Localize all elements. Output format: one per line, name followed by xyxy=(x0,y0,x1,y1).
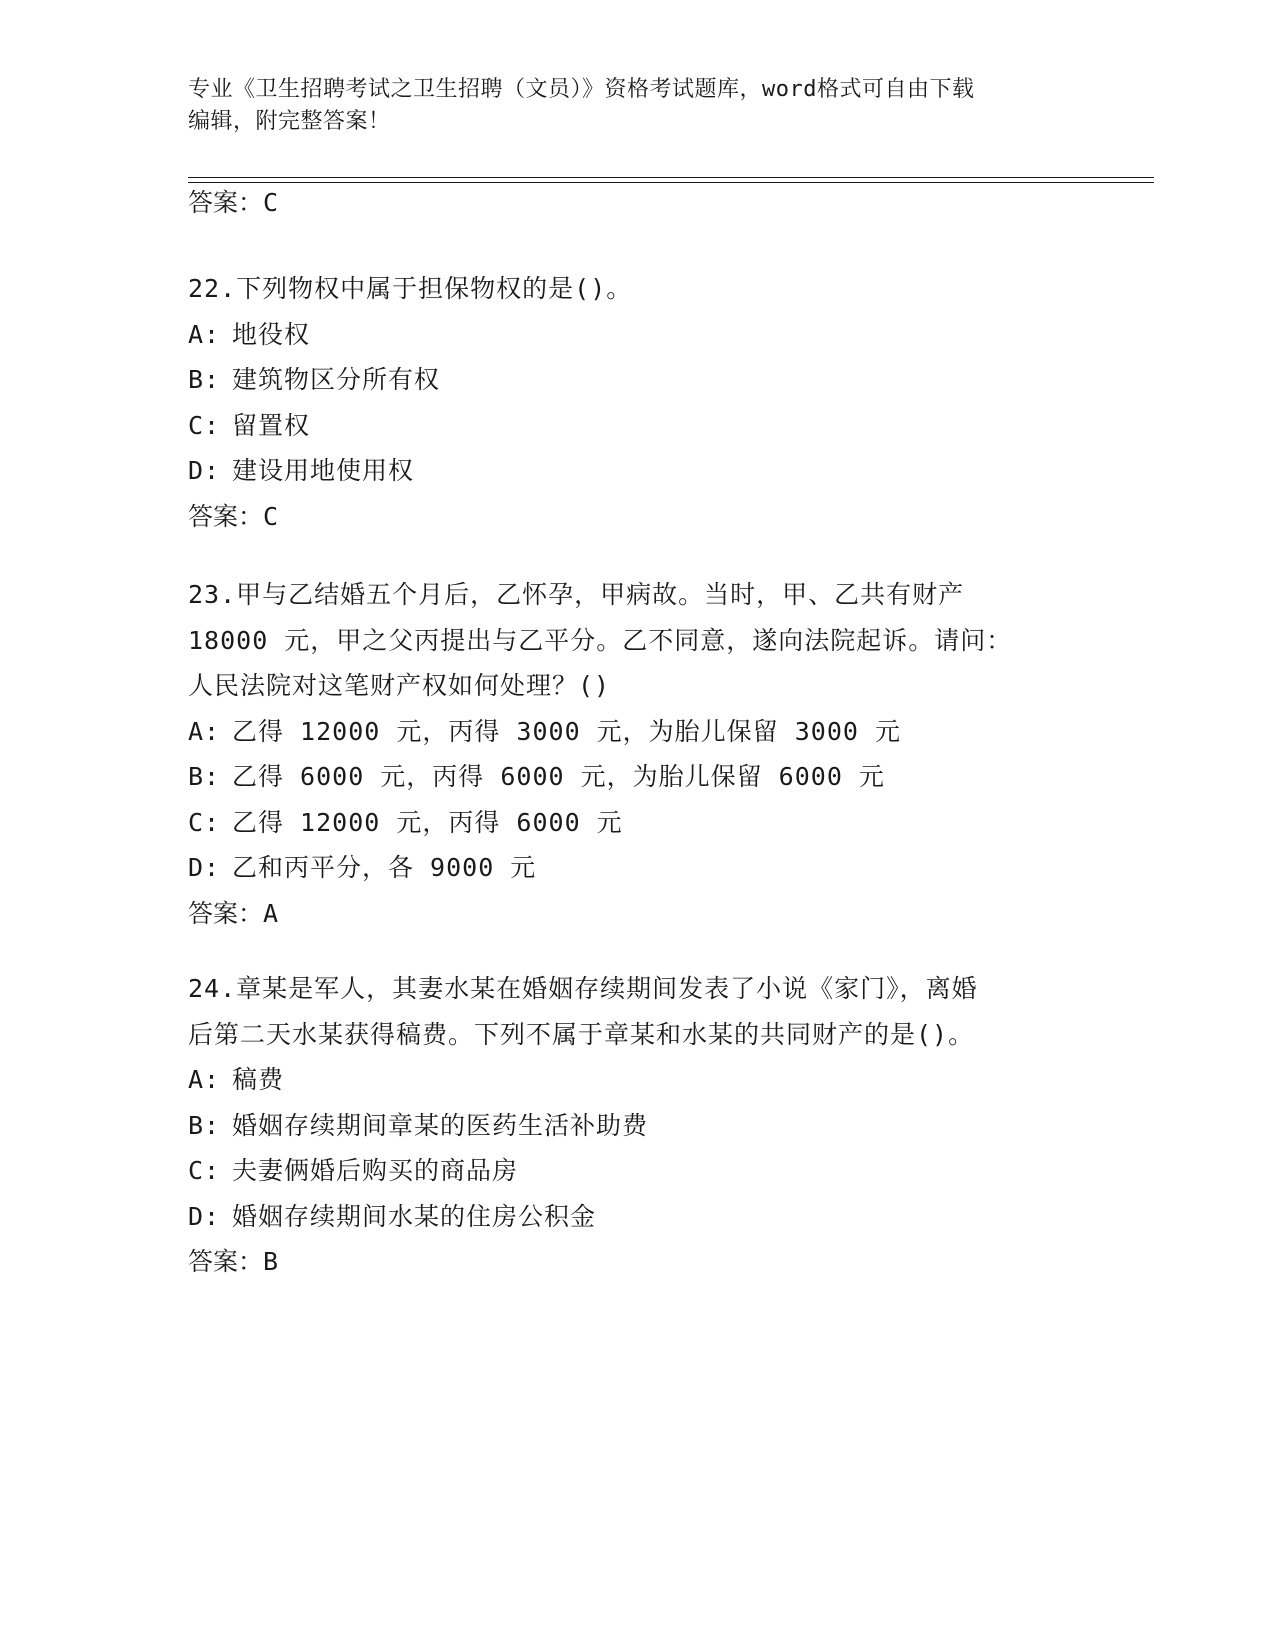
question-22 xyxy=(188,266,1088,539)
option-b xyxy=(188,1103,1088,1149)
stem-line: 23.甲与乙结婚五个月后，乙怀孕，甲病故。当时，甲、乙共有财产 xyxy=(188,580,965,609)
answer-value: A xyxy=(263,898,279,928)
option-text: 乙得 12000 元，丙得 3000 元，为胎儿保留 3000 元 xyxy=(232,716,901,746)
stem-line: 人民法院对这笔财产权如何处理？() xyxy=(188,671,611,700)
option-letter: B: xyxy=(188,1110,221,1140)
answer-value: C xyxy=(263,188,279,217)
stem-line: 后第二天水某获得稿费。下列不属于章某和水某的共同财产的是()。 xyxy=(188,1019,975,1049)
question-stem xyxy=(188,266,1088,312)
answer-value: C xyxy=(263,501,279,531)
prev-question-answer xyxy=(188,186,278,220)
option-d xyxy=(188,1194,1088,1240)
option-text: 婚姻存续期间章某的医药生活补助费 xyxy=(232,1110,649,1140)
option-letter: C: xyxy=(188,807,221,837)
question-23 xyxy=(188,572,1088,936)
option-text: 建设用地使用权 xyxy=(232,456,415,485)
option-a xyxy=(188,312,1088,358)
option-letter: D: xyxy=(188,1201,221,1231)
option-letter: A: xyxy=(188,1065,221,1094)
question-answer xyxy=(188,494,1088,540)
stem-line: 18000 元，甲之父丙提出与乙平分。乙不同意，遂向法院起诉。请问： xyxy=(188,625,1013,655)
option-text: 乙得 6000 元，丙得 6000 元，为胎儿保留 6000 元 xyxy=(232,762,885,791)
question-stem xyxy=(188,966,1088,1057)
answer-label: 答案： xyxy=(188,501,264,531)
option-text: 建筑物区分所有权 xyxy=(232,365,441,394)
question-answer xyxy=(188,891,1088,937)
stem-line: 22.下列物权中属于担保物权的是()。 xyxy=(188,274,633,303)
option-letter: D: xyxy=(188,456,221,485)
document-header xyxy=(188,74,1088,138)
answer-label: 答案： xyxy=(188,898,264,928)
option-letter: D: xyxy=(188,853,221,882)
header-line-1: 专业《卫生招聘考试之卫生招聘（文员）》资格考试题库，word格式可自由下载 xyxy=(188,77,975,102)
option-letter: B: xyxy=(188,762,221,791)
answer-label: 答案： xyxy=(188,188,264,217)
option-c xyxy=(188,1148,1088,1194)
option-text: 留置权 xyxy=(232,410,311,440)
option-letter: B: xyxy=(188,365,221,394)
option-b xyxy=(188,357,1088,403)
option-letter: A: xyxy=(188,319,221,349)
option-a xyxy=(188,1057,1088,1103)
option-letter: A: xyxy=(188,716,221,746)
option-d xyxy=(188,845,1088,891)
option-d xyxy=(188,448,1088,494)
question-answer xyxy=(188,1239,1088,1285)
header-divider-bottom xyxy=(188,182,1154,183)
option-b xyxy=(188,754,1088,800)
option-c xyxy=(188,800,1088,846)
header-divider-top xyxy=(188,177,1154,178)
option-letter: C: xyxy=(188,1156,221,1185)
option-c xyxy=(188,403,1088,449)
option-letter: C: xyxy=(188,410,221,440)
option-text: 乙和丙平分，各 9000 元 xyxy=(232,853,537,882)
answer-value: B xyxy=(263,1247,279,1276)
option-text: 乙得 12000 元，丙得 6000 元 xyxy=(232,807,623,837)
header-line-2: 编辑，附完整答案！ xyxy=(188,109,391,134)
question-stem xyxy=(188,572,1088,709)
option-text: 地役权 xyxy=(232,319,311,349)
option-text: 婚姻存续期间水某的住房公积金 xyxy=(232,1201,597,1231)
option-text: 夫妻俩婚后购买的商品房 xyxy=(232,1156,519,1185)
answer-label: 答案： xyxy=(188,1247,264,1276)
option-a xyxy=(188,709,1088,755)
question-24 xyxy=(188,966,1088,1285)
option-text: 稿费 xyxy=(232,1065,285,1094)
stem-line: 24.章某是军人，其妻水某在婚姻存续期间发表了小说《家门》，离婚 xyxy=(188,974,978,1003)
